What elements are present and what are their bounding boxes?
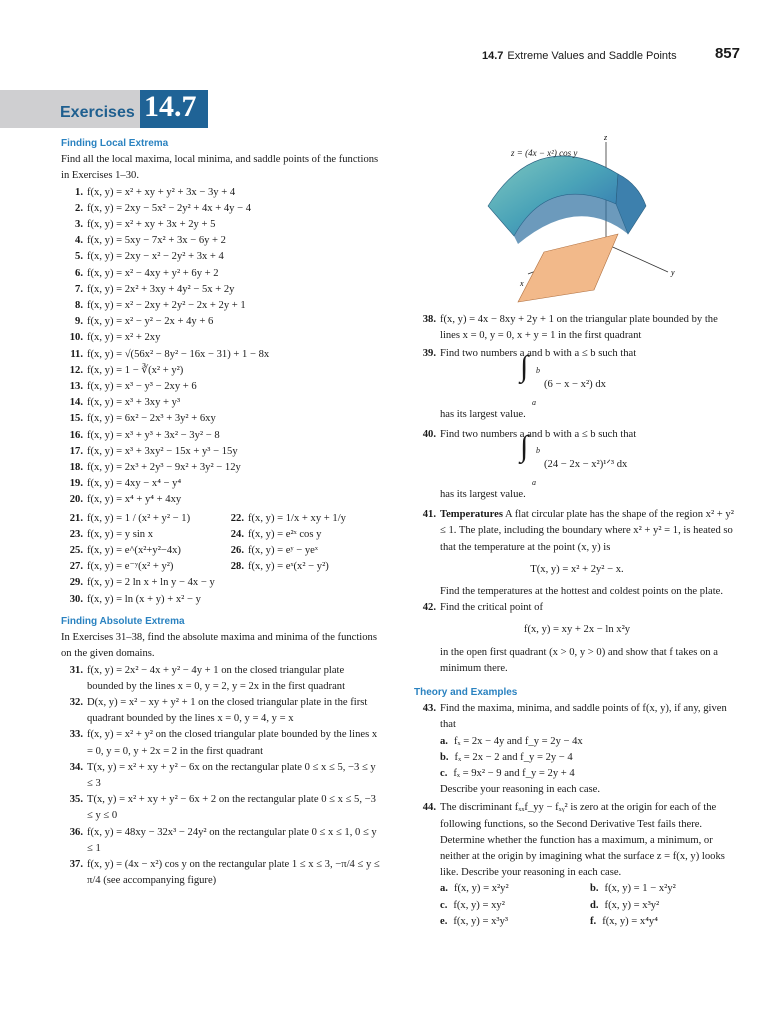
exercise-44: 44. The discriminant fₓₓf_yy − fₓᵧ² is zero at the origin for each of the following functions, so the Second Derivative Test fails there. Determine whether the function has a maximum, a minimum, or neither at the origin by imagining what the surface z = f(x, y) looks like. Describe your reasoning in each case. (422, 802, 725, 879)
exercise-40: 40. Find two numbers a and b with a ≤ b such that (422, 428, 637, 440)
ex42-after: in the open first quadrant (x > 0, y > 0) and show that f takes on a minimum there. (440, 646, 718, 674)
ex44-part: b. f(x, y) = 1 − x²y² (590, 883, 676, 895)
heading-absolute-extrema: Finding Absolute Extrema (61, 615, 185, 627)
ex43-after: Describe your reasoning in each case. (440, 784, 601, 796)
exercise-item: 26. f(x, y) = eʸ − yeˣ (230, 545, 318, 557)
ex43-part: c. fₓ = 9x² − 9 and f_y = 2y + 4 (440, 768, 575, 780)
ex44-part-row (414, 914, 740, 930)
exercise-item: 8. f(x, y) = x² − 2xy + 2y² − 2x + 2y + 1 (75, 300, 246, 312)
exercise-item: 5. f(x, y) = 2xy − x² − 2y² + 3x + 4 (75, 251, 224, 263)
exercise-item: 32. D(x, y) = x² − xy + y² + 1 on the closed triangular plate in the first quadrant bounded by the lines x = 0, y = 4, y = x (69, 696, 368, 725)
exercise-item: 4. f(x, y) = 5xy − 7x² + 3x − 6y + 2 (75, 235, 226, 247)
exercise-item: 35. T(x, y) = x² + xy + y² − 6x + 2 on the rectangular plate 0 ≤ x ≤ 5, −3 ≤ y ≤ 0 (69, 794, 376, 822)
surface-plot (478, 134, 718, 304)
exercise-item: 17. f(x, y) = x³ + 3xy² − 15x + y³ − 15y (69, 445, 238, 457)
exercise-38: 38. f(x, y) = 4x − 8xy + 2y + 1 on the triangular plate bounded by the lines x = 0, y = 0, x + y = 1 in the first quadrant (422, 314, 718, 342)
exercise-item: 12. f(x, y) = 1 − ∛(x² + y²) (69, 364, 184, 376)
exercise-item: 25. f(x, y) = e^(x²+y²−4x) (69, 545, 181, 557)
exercise-pair-row (61, 527, 383, 543)
integral-sign: ∫ (520, 430, 529, 464)
upper-limit: b (536, 446, 540, 456)
x-axis-label: x (520, 279, 524, 288)
exercise-item: 16. f(x, y) = x³ + y³ + 3x² − 3y² − 8 (69, 429, 220, 441)
ex44-part: e. f(x, y) = x³y³ (440, 915, 509, 927)
domain-rectangle (518, 234, 618, 302)
surface-figure (478, 134, 718, 304)
lower-limit: a (532, 397, 536, 407)
ex44-part-row (414, 881, 740, 897)
exercise-43: 43. Find the maxima, minima, and saddle points of f(x, y), if any, given that (422, 703, 727, 731)
ex39-after: has its largest value. (440, 408, 526, 420)
integrand: (24 − 2x − x²)¹ᐟ³ dx (544, 459, 628, 471)
exercise-pair-row (61, 543, 383, 559)
ex44-parts (414, 881, 740, 930)
exercise-item: 22. f(x, y) = 1/x + xy + 1/y (230, 512, 346, 524)
exercise-item: 20. f(x, y) = x⁴ + y⁴ + 4xy (69, 494, 182, 506)
exercise-item: 14. f(x, y) = x³ + 3xy + y³ (69, 397, 181, 409)
ex40-after: has its largest value. (440, 489, 526, 501)
exercise-item: 28. f(x, y) = eˣ(x² − y²) (230, 561, 329, 573)
integrand: (6 − x − x²) dx (544, 378, 606, 390)
exercise-item: 30. f(x, y) = ln (x + y) + x² − y (69, 593, 201, 605)
ex44-part-row (414, 898, 740, 914)
exercise-list-1-20 (61, 185, 383, 509)
left-column (61, 136, 383, 889)
exercise-item: 33. f(x, y) = x² + y² on the closed triangular plate bounded by the lines x = 0, y = 0, y + 2x = 2 in the first quadrant (69, 729, 378, 757)
y-axis-label: y (671, 268, 675, 277)
exercises-banner-number (140, 90, 208, 128)
exercise-item: 11. f(x, y) = √(56x² − 8y² − 16x − 31) + 1 − 8x (70, 348, 270, 360)
exercises-banner (0, 90, 140, 128)
exercise-item: 29. f(x, y) = 2 ln x + ln y − 4x − y (69, 577, 215, 589)
integral-sign: ∫ (520, 349, 529, 383)
upper-limit: b (536, 365, 540, 375)
exercise-list-21-28 (61, 511, 383, 576)
exercise-item: 21. f(x, y) = 1 / (x² + y² − 1) (69, 512, 191, 524)
page-number: 857 (714, 45, 740, 62)
exercise-item: 23. f(x, y) = y sin x (69, 528, 153, 540)
ex44-part: a. f(x, y) = x²y² (440, 883, 509, 895)
banner-number: 14.7 (144, 90, 197, 123)
exercise-list-31-37 (61, 663, 383, 890)
figure-caption: z = (4x − x²) cos y (511, 148, 578, 158)
exercise-39: 39. Find two numbers a and b with a ≤ b such that (422, 348, 637, 360)
exercise-42: 42. Find the critical point of (422, 602, 543, 614)
exercise-item: 34. T(x, y) = x² + xy + y² − 6x on the rectangular plate 0 ≤ x ≤ 5, −3 ≤ y ≤ 3 (69, 761, 376, 789)
exercise-item: 15. f(x, y) = 6x² − 2x³ + 3y² + 6xy (69, 413, 216, 425)
exercise-item: 18. f(x, y) = 2x³ + 2y³ − 9x² + 3y² − 12y (69, 462, 241, 474)
surface-patch (488, 156, 618, 236)
exercise-item: 13. f(x, y) = x³ − y³ − 2xy + 6 (69, 381, 197, 393)
ex44-part: f. f(x, y) = x⁴y⁴ (590, 915, 658, 927)
lower-limit: a (532, 478, 536, 488)
ex43-part: a. fₓ = 2x − 4y and f_y = 2y − 4x (440, 735, 583, 747)
heading-local-extrema: Finding Local Extrema (61, 138, 169, 149)
exercise-item: 7. f(x, y) = 2x² + 3xy + 4y² − 5x + 2y (75, 283, 235, 295)
ex44-part: d. f(x, y) = x³y² (590, 899, 660, 911)
exercise-item: 10. f(x, y) = x² + 2xy (69, 332, 161, 344)
y-axis (606, 244, 668, 272)
running-header (470, 46, 740, 66)
exercise-pair-row (61, 511, 383, 527)
heading-theory: Theory and Examples (414, 687, 518, 699)
exercise-item: 36. f(x, y) = 48xy − 32x³ − 24y² on the rectangular plate 0 ≤ x ≤ 1, 0 ≤ y ≤ 1 (69, 826, 377, 854)
exercise-pair-row (61, 559, 383, 575)
exercise-item: 9. f(x, y) = x² − y² − 2x + 4y + 6 (75, 316, 214, 328)
exercise-item: 19. f(x, y) = 4xy − x⁴ − y⁴ (69, 478, 182, 490)
ex41-after: Find the temperatures at the hottest and coldest points on the plate. (440, 586, 724, 598)
exercise-item: 6. f(x, y) = x² − 4xy + y² + 6y + 2 (75, 267, 219, 279)
exercise-item: 2. f(x, y) = 2xy − 5x² − 2y² + 4x + 4y − 4 (75, 202, 252, 214)
exercise-item: 31. f(x, y) = 2x² − 4x + y² − 4y + 1 on the closed triangular plate bounded by the lines x = 0, y = 2, y = 2x in the first quadrant (69, 664, 346, 692)
exercise-item: 3. f(x, y) = x² + xy + 3x + 2y + 5 (75, 219, 216, 231)
exercise-item: 1. f(x, y) = x² + xy + y² + 3x − 3y + 4 (75, 186, 236, 198)
z-axis-label: z (604, 134, 608, 142)
right-column (414, 312, 740, 930)
ex43-part: b. fₓ = 2x − 2 and f_y = 2y − 4 (440, 751, 573, 763)
ex42-equation: f(x, y) = xy + 2x − ln x²y (523, 624, 631, 636)
banner-label: Exercises (60, 104, 135, 121)
ex44-part: c. f(x, y) = xy² (440, 899, 505, 911)
intro-local-extrema: Find all the local maxima, local minima, and saddle points of the functions in Exercises 1–30. (61, 154, 379, 182)
intro-absolute-extrema: In Exercises 31–38, find the absolute maxima and minima of the functions on the given domains. (61, 632, 377, 660)
exercise-item: 27. f(x, y) = e⁻ʸ(x² + y²) (69, 561, 174, 573)
ex41-equation: T(x, y) = x² + 2y² − x. (530, 563, 624, 575)
header-section: 14.7 Extreme Values and Saddle Points (482, 50, 677, 62)
exercise-41: 41. Temperatures A flat circular plate has the shape of the region x² + y² ≤ 1. The plate, including the boundary where x² + y² = 1, is heated so that the temperature at the point (x, y) is (422, 509, 734, 553)
exercise-list-29-30 (61, 575, 383, 607)
ex43-parts (414, 734, 740, 783)
exercise-item: 24. f(x, y) = e²ˣ cos y (230, 528, 322, 540)
exercise-item: 37. f(x, y) = (4x − x²) cos y on the rectangular plate 1 ≤ x ≤ 3, −π/4 ≤ y ≤ π/4 (see accompanying figure) (69, 858, 380, 887)
